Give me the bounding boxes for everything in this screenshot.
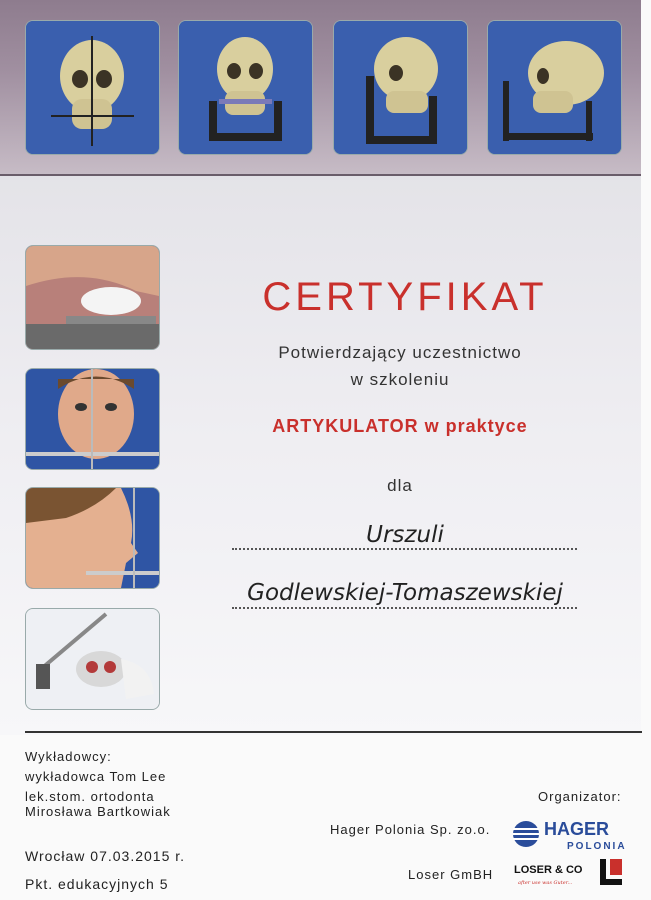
lecturer-1: wykładowca Tom Lee xyxy=(25,769,167,784)
organizer-hager: Hager Polonia Sp. zo.o. xyxy=(330,822,491,837)
hager-logo-top: HAGER xyxy=(544,819,610,839)
loser-co-logo xyxy=(512,857,627,889)
hager-logo-bottom: POLONIA xyxy=(567,841,627,852)
face-front-facebow-icon xyxy=(25,368,160,470)
course-name: ARTYKULATOR w praktyce xyxy=(272,416,528,436)
certificate-title: CERTYFIKAT xyxy=(262,275,548,319)
name-dotted-line-1 xyxy=(232,548,577,550)
lecturer-2-name: Mirosława Bartkowiak xyxy=(25,804,171,819)
hager-globe-icon xyxy=(513,821,539,847)
skull-articulator-side-icon xyxy=(487,20,622,155)
loser-logo-name: LOSER & CO xyxy=(514,864,583,876)
loser-logo-tagline: after use was Guter... xyxy=(518,880,573,886)
skull-articulator-angle-icon xyxy=(333,20,468,155)
loser-mark-icon xyxy=(600,859,622,885)
lecturer-2-title: lek.stom. ortodonta xyxy=(25,789,155,804)
confirm-line-1: Potwierdzający uczestnictwo xyxy=(278,343,522,362)
education-points: Pkt. edukacyjnych 5 xyxy=(25,876,169,892)
articulator-model-icon xyxy=(25,608,160,710)
confirm-line-2: w szkoleniu xyxy=(350,370,450,389)
face-profile-facebow-icon xyxy=(25,487,160,589)
for-label: dla xyxy=(387,476,413,495)
organizer-heading: Organizator: xyxy=(538,789,622,804)
mouth-bite-fork-icon xyxy=(25,245,160,350)
recipient-name-line1: Urszuli xyxy=(366,522,444,548)
top-divider xyxy=(0,174,641,176)
skull-articulator-front-icon xyxy=(178,20,313,155)
hager-polonia-logo xyxy=(512,816,627,852)
place-date: Wrocław 07.03.2015 r. xyxy=(25,848,186,864)
organizer-loser: Loser GmBH xyxy=(408,867,494,882)
skull-front-icon xyxy=(25,20,160,155)
recipient-name-line2: Godlewskiej-Tomaszewskiej xyxy=(247,580,563,606)
bottom-divider xyxy=(25,731,642,733)
lecturers-heading: Wykładowcy: xyxy=(25,749,112,764)
name-dotted-line-2 xyxy=(232,607,577,609)
